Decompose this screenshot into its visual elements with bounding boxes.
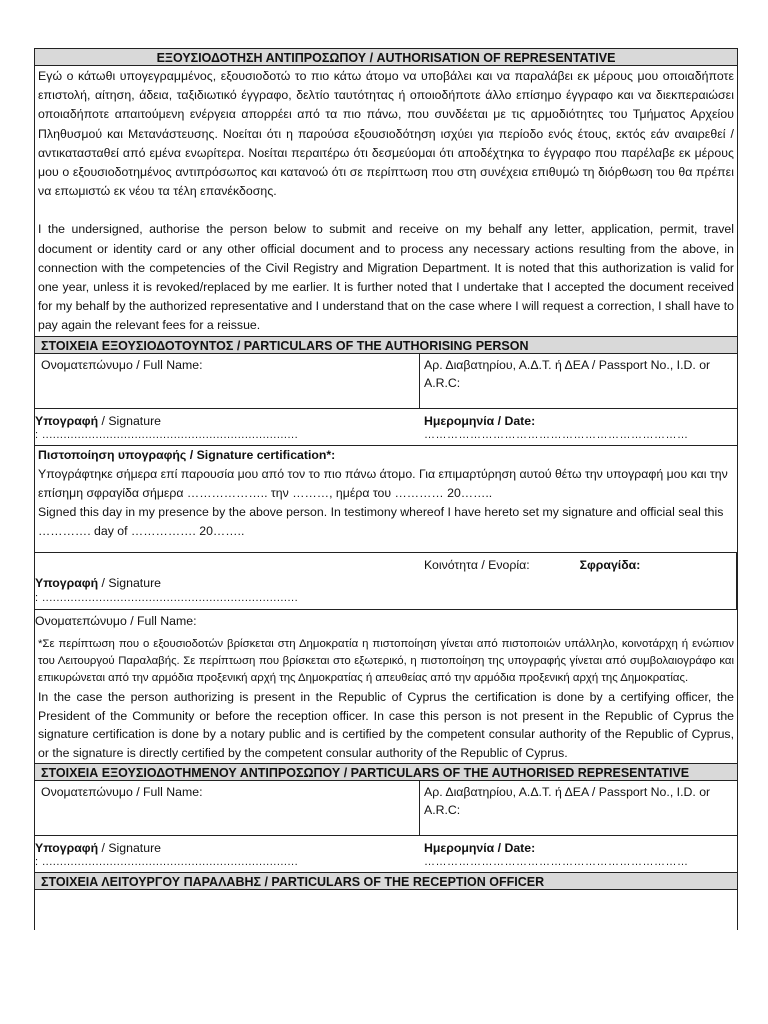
signature-dots: : ........................................................................ (35, 428, 299, 441)
passport-label: Αρ. Διαβατηρίου, Α.Δ.Τ. ή ΔΕΑ / Passport No., I.D. or A.R.C: (424, 357, 711, 390)
signature-label-gr: Υπογραφή (35, 413, 99, 428)
authorising-section-title: ΣΤΟΙΧΕΙΑ ΕΞΟΥΣΙΟΔΟΤΟΥΝΤΟΣ / PARTICULARS OF THE AUTHORISING PERSON (35, 337, 737, 354)
note-greek: *Σε περίπτωση που ο εξουσιοδοτών βρίσκεται στη Δημοκρατία η πιστοποίηση γίνεται από πιστοποιών υπάλληλο, κοινοτάρχη ή ενώπιον του Λειτουργού Παραλαβής. Σε περίπτωση που βρίσκεται στο εξωτερικό, η πιστοποίηση της υπογραφής γίνεται από συμβολαιογράφο και επικυρώνεται από την αρμόδια προξενική αρχή της Δημοκρατίας ή απευθείας από την αρμόδια προξενική αρχή της Δημοκρατίας. (38, 637, 734, 685)
date-dots: …………………………………………………………… (424, 855, 689, 868)
representative-passport-field[interactable] (420, 781, 737, 835)
reception-section-title: ΣΤΟΙΧΕΙΑ ΛΕΙΤΟΥΡΓΟΥ ΠΑΡΑΛΑΒΗΣ / PARTICULARS OF THE RECEPTION OFFICER (35, 873, 737, 890)
community-label: Κοινότητα / Ενορία: (424, 557, 530, 572)
representative-full-name-field[interactable] (35, 781, 420, 835)
full-name-label: Ονοματεπώνυμο / Full Name: (41, 784, 203, 799)
certification-greek: Υπογράφτηκε σήμερα επί παρουσία μου από τον το πιο πάνω άτομο. Για επιμαρτύρηση αυτού θέτω την υπογραφή μου και την επίσημη σφραγίδα σήμερα ……………….. την ………, ημέρα του ………… 20…….. (38, 466, 728, 500)
full-name-label: Ονοματεπώνυμο / Full Name: (41, 357, 203, 372)
community-full-name-field[interactable] (35, 609, 737, 632)
date-dots: …………………………………………………………… (424, 428, 689, 441)
intro-greek: Εγώ ο κάτωθι υπογεγραμμένος, εξουσιοδοτώ το πιο κάτω άτομο να υποβάλει και να παραλάβει εκ μέρους μου οποιαδήποτε επιστολή, αίτηση, άδεια, ταξιδιωτικό έγγραφο, δελτίο ταυτότητας ή οποιοδήποτε άλλο επίσημο έγγραφο και να διεκπεραιώσει οποιαδήποτε απαιτούμενη ενέργεια απορρέει από τα πιο πάνω, που συνδέεται με τις αρμοδιότητες του Τμήματος Αρχείου Πληθυσμού και Μετανάστευσης. Νοείται ότι η παρούσα εξουσιοδότηση ισχύει για περίοδο ενός έτους, εκτός εάν αναιρεθεί / αντικατασταθεί από εμένα ενωρίτερα. Νοείται περαιτέρω ότι δεσμεύομαι ότι αποδέχτηκα το έγγραφο που παρέλαβε εκ μέρους μου ο εξουσιοδοτημένος αντιπρόσωπος και κατανοώ ότι σε περίπτωση που στη συνέχεια επιθυμώ τη διόρθωση του θα πρέπει να επωμιστώ εκ νέου τα τέλη επανέκδοσης. (38, 69, 734, 199)
signature-label-gr: Υπογραφή (35, 575, 99, 590)
form-title: ΕΞΟΥΣΙΟΔΟΤΗΣΗ ΑΝΤΙΠΡΟΣΩΠΟΥ / AUTHORISATION OF REPRESENTATIVE (35, 49, 737, 66)
community-signature-dots: : ........................................................................ (35, 591, 299, 604)
note-english: In the case the person authorizing is present in the Republic of Cyprus the certification is done by a certifying officer, the President of the Community or before the reception officer. In case this person is not present in the Republic of Cyprus the signature certification is done by a notary public and is certified by the competent consular authority of the Republic of Cyprus, or the signature is directly certified by the competent consular authority of the Republic of Cyprus. (38, 689, 734, 760)
signature-label-en: / Signature (98, 840, 161, 855)
full-name-label: Ονοματεπώνυμο / Full Name: (35, 613, 197, 628)
date-label: Ημερομηνία / Date: (424, 840, 536, 855)
community-signature-field[interactable] (35, 574, 736, 592)
date-label: Ημερομηνία / Date: (424, 413, 536, 428)
authorising-name-row (35, 354, 737, 409)
representative-date-field[interactable] (420, 836, 737, 872)
authorising-passport-field[interactable] (420, 354, 737, 408)
certification-english: Signed this day in my presence by the above person. In testimony whereof I have hereto set my signature and official seal this …………. day of ……………. 20…….. (38, 504, 724, 538)
representative-section-title: ΣΤΟΙΧΕΙΑ ΕΞΟΥΣΙΟΔΟΤΗΜΕΝΟΥ ΑΝΤΙΠΡΟΣΩΠΟΥ / PARTICULARS OF THE AUTHORISED REPRESENTATIVE (35, 764, 737, 781)
signature-certification (35, 446, 737, 553)
intro-text (35, 66, 737, 337)
representative-signature-row (35, 836, 737, 873)
signature-label-gr: Υπογραφή (35, 840, 99, 855)
authorising-date-field[interactable] (420, 409, 737, 445)
authorising-signature-field[interactable] (35, 409, 420, 445)
representative-name-row (35, 781, 737, 836)
intro-english: I the undersigned, authorise the person below to submit and receive on my behalf any letter, application, permit, travel document or identity card or any other official document and to process any necessary actions resulting from the above, in connection with the competencies of the Civil Registry and Migration Department. It is noted that this authorization is valid for one year, unless it is revoked/replaced by me earlier. It is further noted that I undertake that I accepted the document received for my behalf by the authorized representative and I understand that on the case where I will request a correction, I shall have to pay again the relevant fees for a reissue. (38, 222, 734, 333)
community-row (35, 553, 737, 609)
stamp-label: Σφραγίδα: (579, 557, 641, 572)
signature-label-en: / Signature (98, 413, 161, 428)
authorising-full-name-field[interactable] (35, 354, 420, 408)
certification-title: Πιστοποίηση υπογραφής / Signature certification*: (38, 447, 336, 462)
certification-note (35, 632, 737, 764)
signature-dots: : ........................................................................ (35, 855, 299, 868)
authorising-signature-row (35, 409, 737, 446)
passport-label: Αρ. Διαβατηρίου, Α.Δ.Τ. ή ΔΕΑ / Passport No., I.D. or A.R.C: (424, 784, 711, 817)
reception-section-body (35, 890, 737, 930)
representative-signature-field[interactable] (35, 836, 420, 872)
signature-label-en: / Signature (98, 575, 161, 590)
authorisation-form (34, 48, 738, 930)
